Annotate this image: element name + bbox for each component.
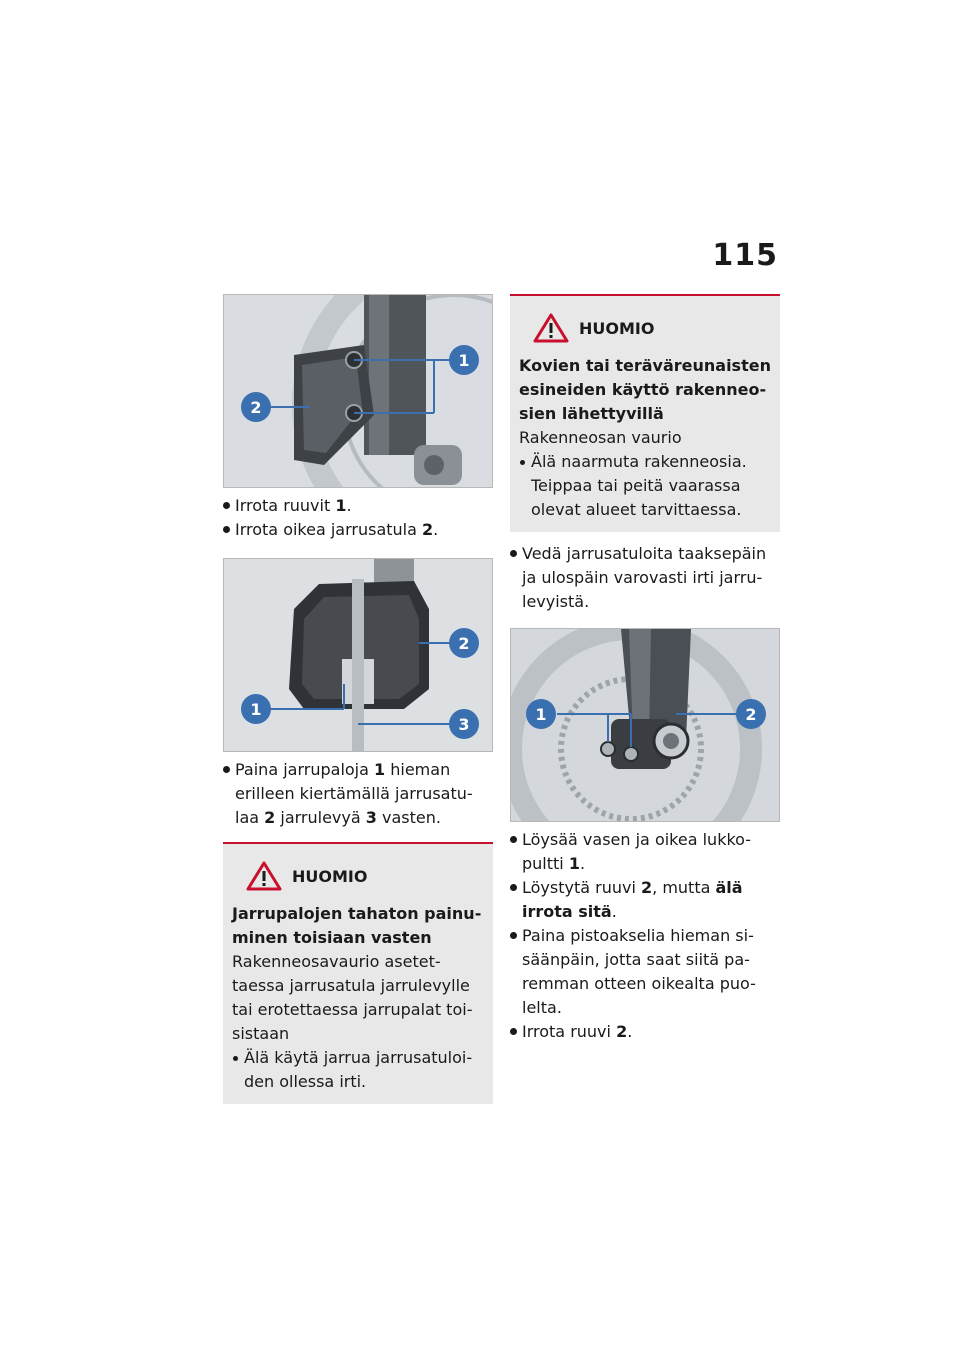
right-column — [510, 294, 780, 1044]
axle-bolts-illustration — [511, 629, 780, 822]
caliper-bolts-illustration — [224, 295, 493, 488]
step-loosen-clamp-bolts: Löysää vasen ja oikea lukko-pultti 1. — [510, 828, 780, 876]
notice-text: Rakenneosan vaurio — [519, 428, 682, 447]
notice-heading: Kovien tai teräväreunaisten esineiden käyttö rakenneo-sien lähettyvillä — [519, 356, 771, 423]
notice-bullets — [232, 1046, 485, 1094]
left-column — [223, 294, 493, 1104]
figure-brake-caliper-bolts — [223, 294, 493, 488]
notice-bullet: Älä käytä jarrua jarrusatuloi-den ollessa irti. — [232, 1046, 485, 1094]
callout-1-label: 1 — [535, 705, 547, 724]
callout-3-label: 3 — [458, 715, 470, 734]
notice-title: HUOMIO — [579, 318, 655, 338]
notice-bullets — [519, 450, 772, 522]
steps-remove-caliper — [223, 494, 493, 542]
notice-header — [519, 308, 772, 348]
notice-box-right — [510, 294, 780, 532]
steps-axle — [510, 828, 780, 1044]
figure-brake-pads — [223, 558, 493, 752]
callout-1-label: 1 — [250, 700, 262, 719]
step-press-axle: Paina pistoakselia hieman si-säänpäin, jotta saat siitä pa-remman otteen oikealta puo-lelta. — [510, 924, 780, 1020]
callout-2-label: 2 — [745, 705, 757, 724]
warning-triangle-icon — [246, 861, 282, 891]
notice-box-left — [223, 842, 493, 1104]
notice-text: Rakenneosavaurio asetet-taessa jarrusatula jarrulevylle tai erotettaessa jarrupalat toi-sistaan — [232, 952, 473, 1043]
brake-pads-illustration — [224, 559, 493, 752]
callout-1-label: 1 — [458, 351, 470, 370]
notice-title: HUOMIO — [292, 866, 368, 886]
callout-2-label: 2 — [458, 634, 470, 653]
warning-triangle-icon — [533, 313, 569, 343]
page-number: 115 — [712, 238, 778, 273]
steps-press-pads — [223, 758, 493, 830]
step-pull-calipers: Vedä jarrusatuloita taaksepäin ja ulospäin varovasti irti jarru-levyistä. — [510, 542, 780, 614]
notice-header — [232, 856, 485, 896]
figure-axle-bolts — [510, 628, 780, 822]
step-remove-screws: Irrota ruuvit 1. — [223, 494, 493, 518]
notice-bullet: Älä naarmuta rakenneosia. Teippaa tai peitä vaarassa olevat alueet tarvittaessa. — [519, 450, 772, 522]
callout-2-label: 2 — [250, 398, 262, 417]
step-press-pads: Paina jarrupaloja 1 hieman erilleen kiertämällä jarrusatu-laa 2 jarrulevyä 3 vasten. — [223, 758, 493, 830]
notice-heading: Jarrupalojen tahaton painu-minen toisiaan vasten — [232, 904, 482, 947]
step-remove-screw: Irrota ruuvi 2. — [510, 1020, 780, 1044]
steps-pull-calipers — [510, 542, 780, 614]
step-remove-right-caliper: Irrota oikea jarrusatula 2. — [223, 518, 493, 542]
step-loosen-screw: Löystytä ruuvi 2, mutta älä irrota sitä. — [510, 876, 780, 924]
